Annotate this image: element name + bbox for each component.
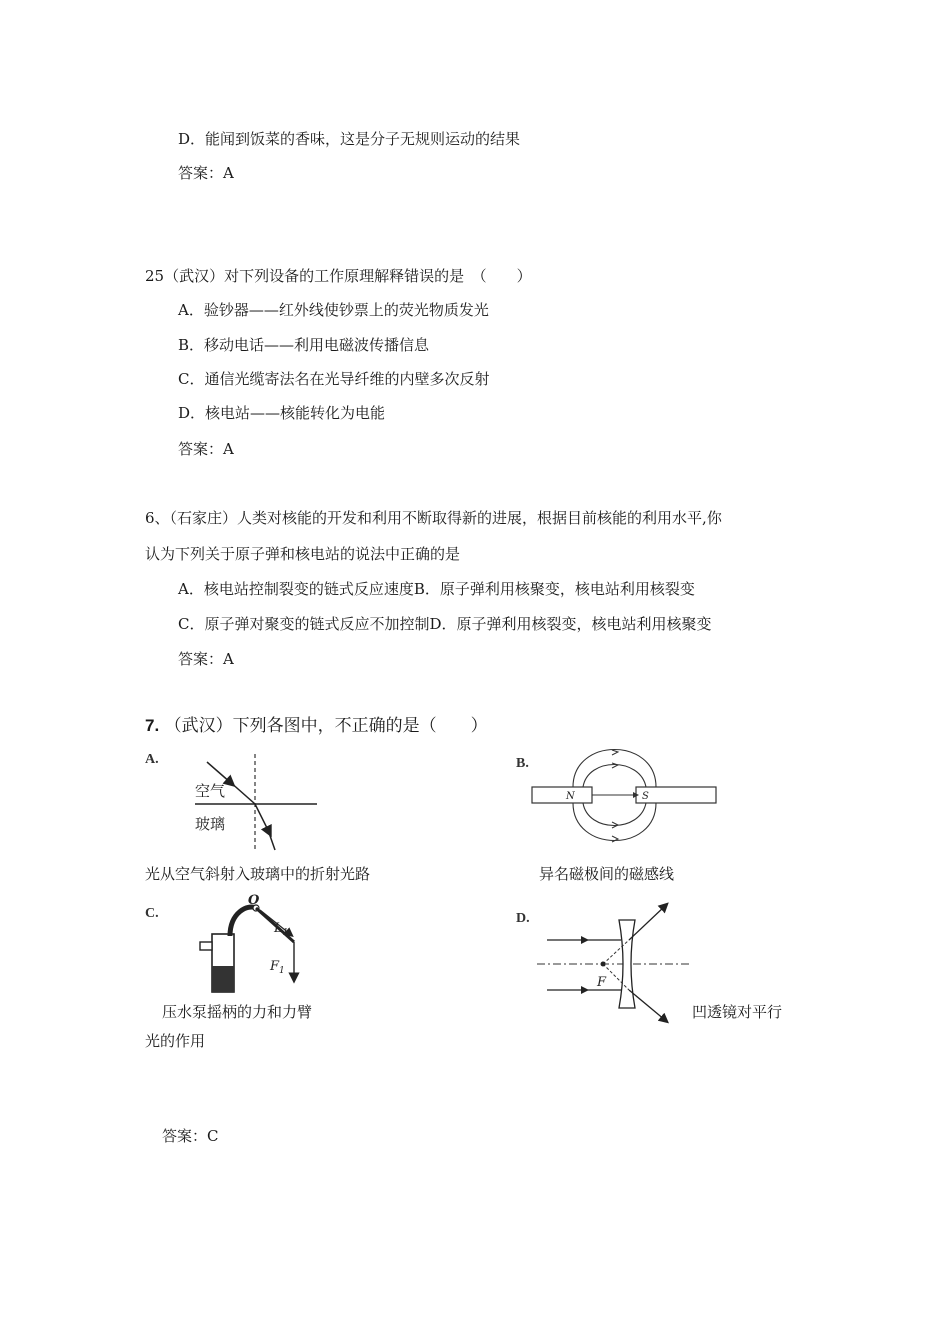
q7-answer: 答案：C xyxy=(162,1127,219,1145)
fig-c-pump-spout xyxy=(200,942,212,950)
fig-c-pump-diagram xyxy=(190,894,330,994)
fig-d-lens-diagram xyxy=(535,898,695,1024)
fig-a-letter: A. xyxy=(145,752,159,767)
fig-b-magnet-n xyxy=(532,787,592,803)
fig-b-arrow-4 xyxy=(612,836,618,842)
q25-option-b: B．移动电话——利用电磁波传播信息 xyxy=(178,336,430,354)
fig-c-letter: C. xyxy=(145,906,159,921)
q6-answer: 答案：A xyxy=(178,650,234,668)
q6-stem-line2: 认为下列关于原子弹和核电站的说法中正确的是 xyxy=(145,545,461,563)
fig-a-incident-ray-rest xyxy=(229,781,255,804)
fig-d-caption-part2: 光的作用 xyxy=(145,1032,206,1050)
fig-c-label-o: O xyxy=(248,894,260,908)
fig-d-arrow-top xyxy=(581,936,589,944)
fig-a-label-air: 空气 xyxy=(195,782,226,800)
fig-c-label-f-sub: 1 xyxy=(279,966,285,976)
fig-b-arrow-2 xyxy=(612,763,618,768)
fig-b-label-n: N xyxy=(566,791,575,802)
fig-c-label-l: L xyxy=(274,921,283,936)
fig-b-letter: B. xyxy=(516,756,529,771)
q25-stem: 25（武汉）对下列设备的工作原理解释错误的是 （ ） xyxy=(145,267,532,285)
fig-b-caption: 异名磁极间的磁感线 xyxy=(539,865,675,883)
fig-a-caption: 光从空气斜射入玻璃中的折射光路 xyxy=(145,865,371,883)
q7-number: 7. xyxy=(145,716,160,735)
fig-c-label-l1 xyxy=(273,921,288,938)
fig-c-pump-handle xyxy=(230,907,256,936)
fig-c-label-f1 xyxy=(269,959,285,976)
fig-b-field-line-top-outer xyxy=(573,750,656,788)
fig-b-field-line-bottom-inner xyxy=(583,803,646,826)
q7-stem-row xyxy=(145,716,488,736)
fig-d-arrow-bottom xyxy=(581,986,589,994)
q25-option-a: A．验钞器——红外线使钞票上的荧光物质发光 xyxy=(178,301,489,319)
fig-c-label-f: F xyxy=(270,959,280,974)
q24-option-d: D．能闻到饭菜的香味，这是分子无规则运动的结果 xyxy=(178,130,521,148)
q6-stem-line1: 6、（石家庄）人类对核能的开发和利用不断取得新的进展，根据目前核能的利用水平,你 xyxy=(145,509,722,527)
fig-b-arrow-1 xyxy=(612,750,618,755)
fig-a-refracted-ray xyxy=(255,804,269,832)
fig-b-magnet-diagram xyxy=(528,742,723,852)
fig-a-label-glass: 玻璃 xyxy=(195,815,226,833)
q25-option-d: D．核电站——核能转化为电能 xyxy=(178,404,386,422)
fig-c-caption: 压水泵摇柄的力和力臂 xyxy=(162,1003,313,1021)
fig-d-caption-part1: 凹透镜对平行 xyxy=(692,1003,783,1021)
q25-answer: 答案：A xyxy=(178,440,234,458)
fig-d-focal-point xyxy=(601,962,606,967)
fig-d-letter: D. xyxy=(516,911,530,926)
fig-d-label-f: F xyxy=(597,975,607,990)
fig-a-refraction-diagram xyxy=(185,752,325,857)
q7-stem: （武汉）下列各图中，不正确的是（ ） xyxy=(164,716,488,736)
q6-option-ab: A．核电站控制裂变的链式反应速度B．原子弹利用核聚变，核电站利用核裂变 xyxy=(178,580,695,598)
fig-b-label-s: S xyxy=(642,791,649,802)
fig-c-label-l-sub: 1 xyxy=(282,928,289,938)
fig-b-field-line-top-inner xyxy=(583,765,646,788)
fig-b-field-line-bottom-outer xyxy=(573,803,656,841)
q6-option-cd: C．原子弹对聚变的链式反应不加控制D．原子弹利用核裂变，核电站利用核聚变 xyxy=(178,615,712,633)
fig-a-incident-ray xyxy=(207,762,231,783)
fig-c-pump-base xyxy=(212,966,234,992)
q24-answer: 答案：A xyxy=(178,164,234,182)
q25-option-c: C．通信光缆寄法名在光导纤维的内壁多次反射 xyxy=(178,370,490,388)
fig-a-refracted-ray-rest xyxy=(268,830,275,850)
